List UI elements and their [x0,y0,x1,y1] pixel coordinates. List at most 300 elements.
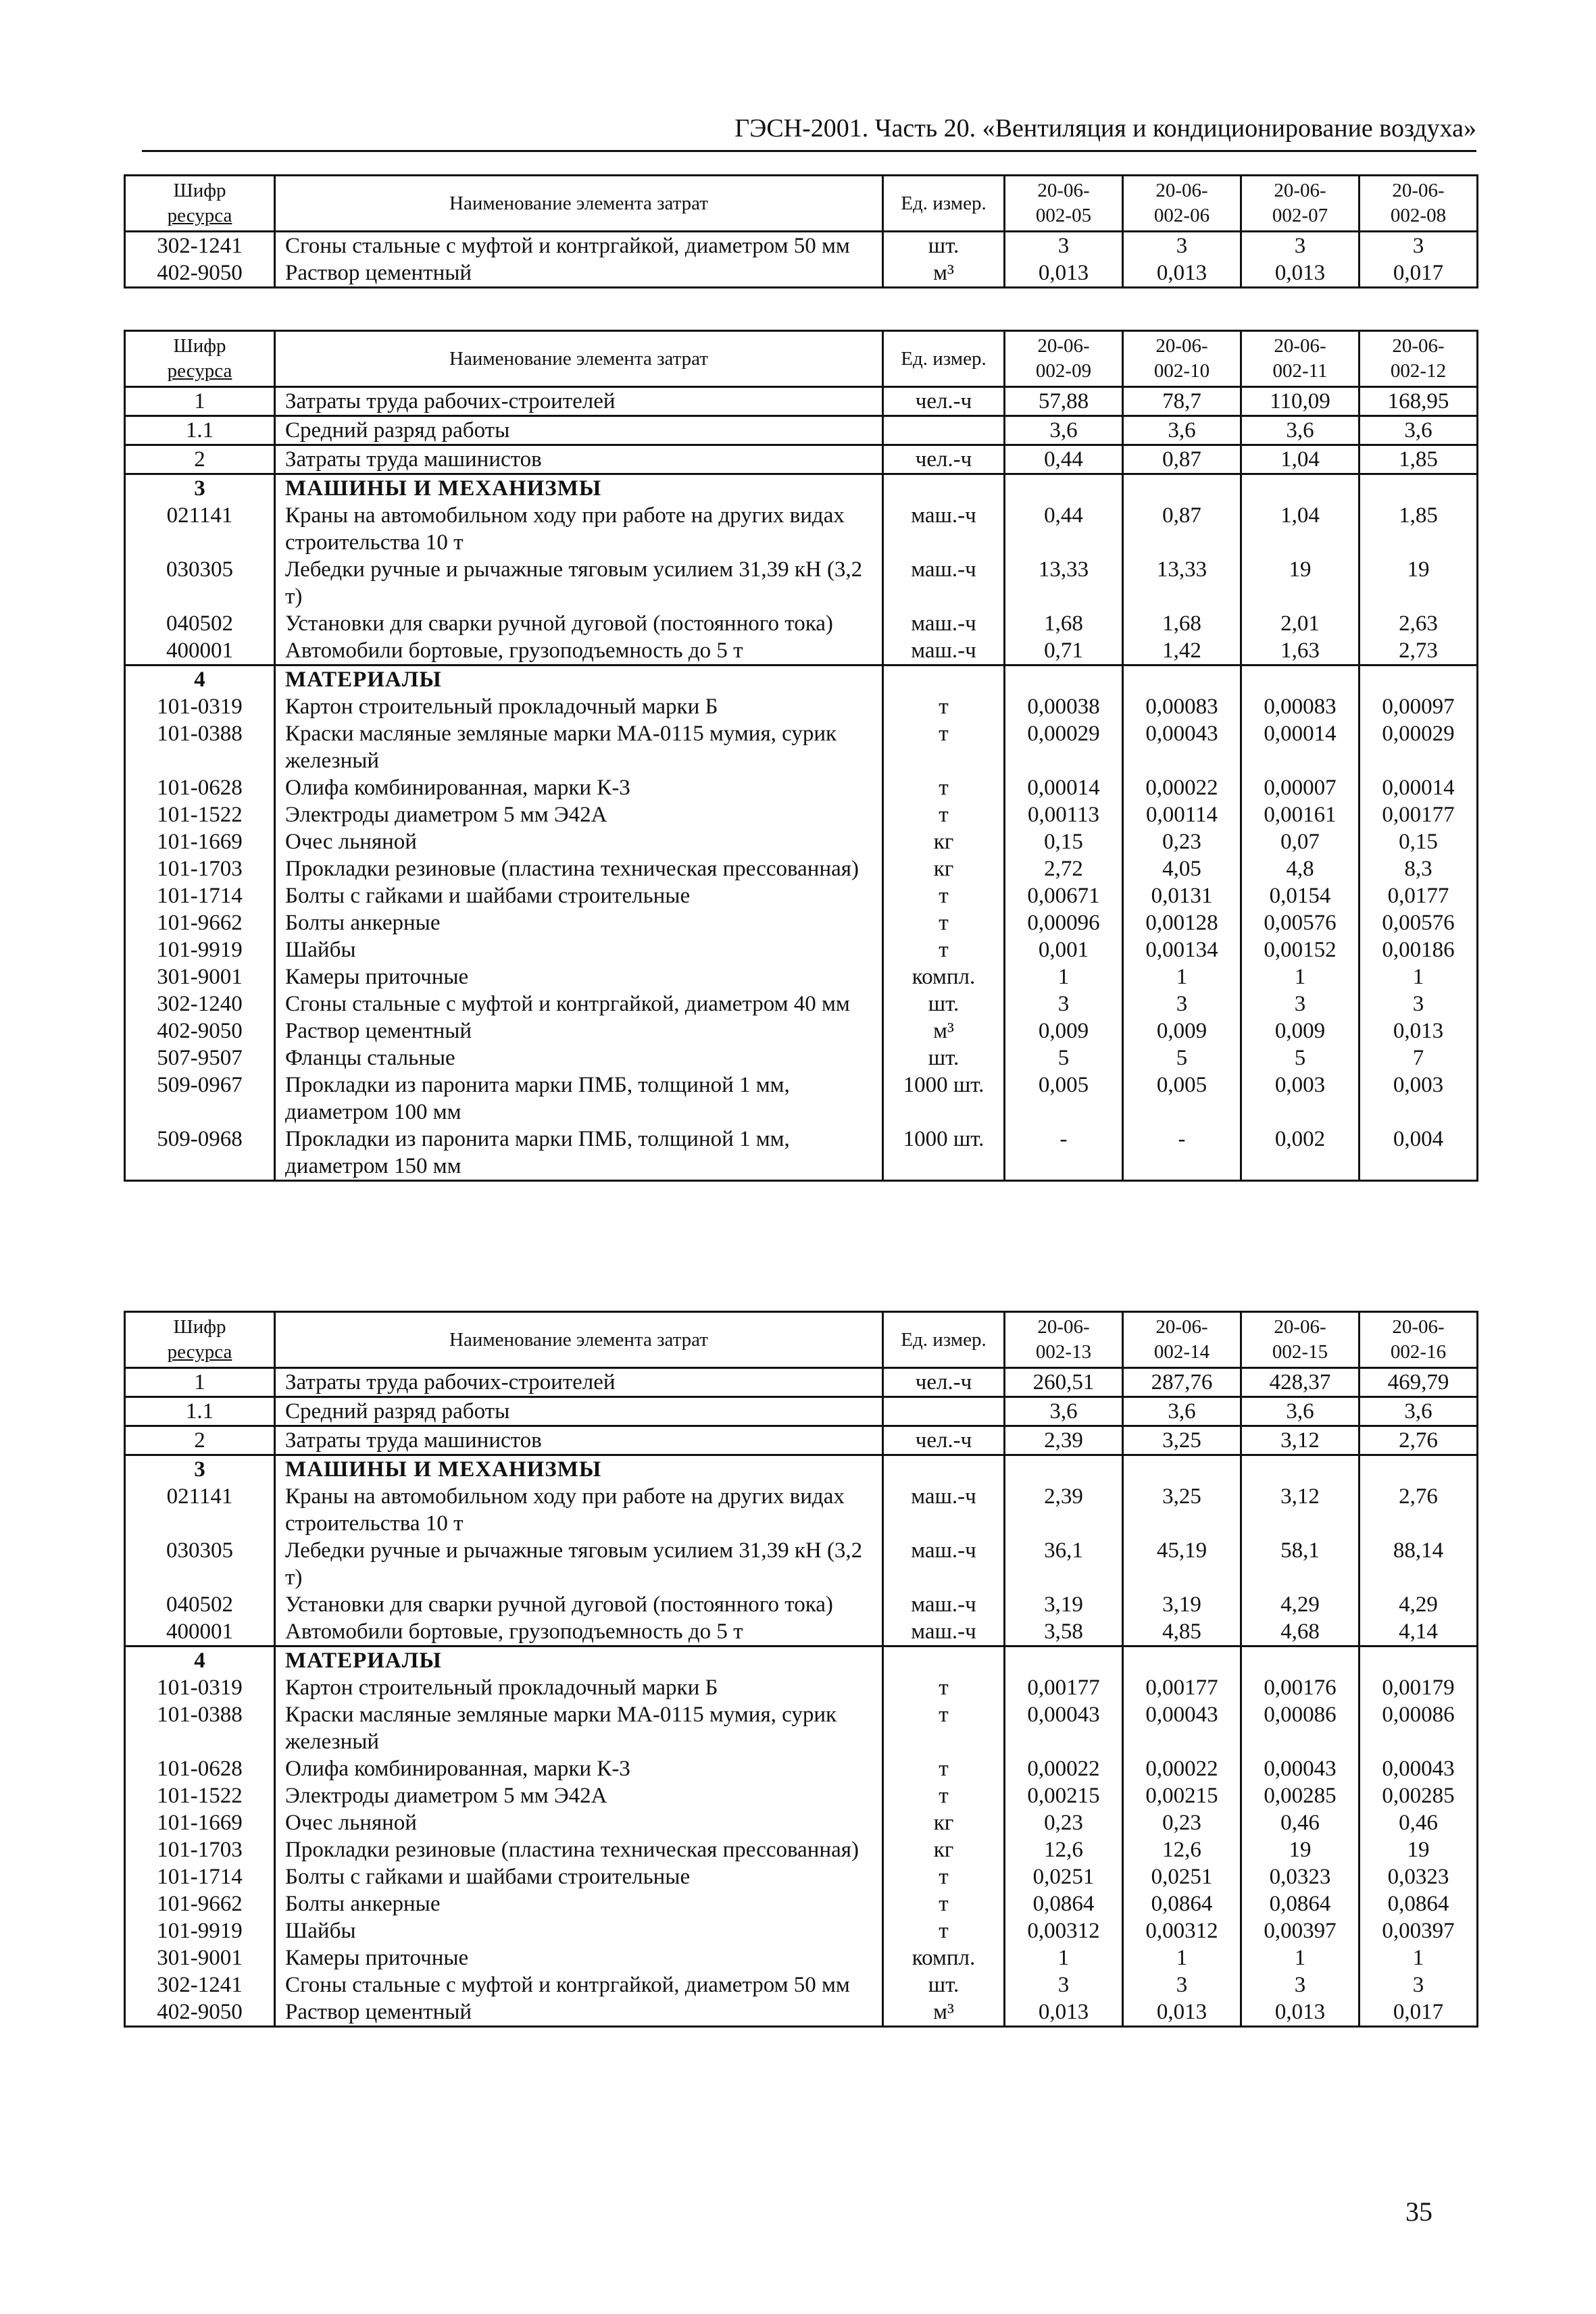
norm-value: 3,19 [1123,1591,1241,1618]
header-norm-code: 20-06- 002-05 [1005,176,1123,232]
norm-value: 0,71 [1005,637,1123,665]
table-header-row [125,176,1478,232]
norm-value: 0,23 [1123,1809,1241,1836]
norm-value: 19 [1360,1836,1478,1863]
norm-value: 0,013 [1123,1998,1241,2027]
norm-value: 110,09 [1241,387,1360,416]
norm-value: 19 [1241,556,1360,610]
table-row [125,1591,1478,1618]
norm-value: 1 [1241,963,1360,990]
header-norm-code: 20-06- 002-16 [1360,1312,1478,1368]
norm-value: 0,44 [1005,502,1123,556]
norm-value: 0,00043 [1005,1701,1123,1755]
unit-of-measure [883,416,1005,445]
norm-value: 4,85 [1123,1618,1241,1646]
table-row [125,1998,1478,2027]
unit-of-measure: кг [883,1836,1005,1863]
resource-code: 302-1241 [125,232,275,260]
norm-value [1241,474,1360,503]
unit-of-measure: маш.-ч [883,610,1005,637]
norm-value: 13,33 [1123,556,1241,610]
resource-code: 302-1240 [125,990,275,1017]
norm-value: 0,0323 [1241,1863,1360,1890]
cost-element-name: Затраты труда рабочих-строителей [275,1368,883,1397]
section-row [125,665,1478,694]
table-row [125,1890,1478,1917]
header-norm-code: 20-06- 002-07 [1241,176,1360,232]
norm-value: 0,00043 [1123,720,1241,774]
unit-of-measure: шт. [883,990,1005,1017]
resource-code: 1.1 [125,1397,275,1426]
norm-value: 0,00576 [1360,909,1478,936]
norm-value: 3,6 [1360,1397,1478,1426]
norm-value: 0,00179 [1360,1674,1478,1701]
cost-element-name: Краски масляные земляные марки МА-0115 мумия, сурик железный [275,720,883,774]
norm-value: 0,0251 [1123,1863,1241,1890]
cost-element-name: Раствор цементный [275,259,883,288]
resource-code: 040502 [125,610,275,637]
norm-value: 12,6 [1123,1836,1241,1863]
header-unit: Ед. измер. [883,1312,1005,1368]
table-row [125,1126,1478,1181]
norm-value: 3 [1005,990,1123,1017]
resource-code: 1.1 [125,416,275,445]
cost-element-name: Болты с гайками и шайбами строительные [275,882,883,909]
header-norm-code: 20-06- 002-12 [1360,331,1478,387]
norm-value: 3,6 [1241,1397,1360,1426]
unit-of-measure: 1000 шт. [883,1126,1005,1181]
norm-value: 3,12 [1241,1483,1360,1537]
norm-value: 0,0864 [1123,1890,1241,1917]
unit-of-measure [883,474,1005,503]
norm-value: 0,00043 [1123,1701,1241,1755]
norm-value: 0,15 [1360,828,1478,855]
unit-of-measure: компл. [883,963,1005,990]
table-row [125,774,1478,801]
unit-of-measure: т [883,1674,1005,1701]
table-row [125,1971,1478,1998]
norm-value: 3 [1123,232,1241,260]
header-name: Наименование элемента затрат [275,1312,883,1368]
norm-value: 13,33 [1005,556,1123,610]
norm-value: 0,00022 [1005,1755,1123,1782]
unit-of-measure: маш.-ч [883,502,1005,556]
unit-of-measure: кг [883,855,1005,882]
cost-element-name: МАШИНЫ И МЕХАНИЗМЫ [275,1455,883,1484]
resource-table-2 [124,330,1478,1182]
table-row [125,1045,1478,1072]
norm-value: 4,05 [1123,855,1241,882]
norm-value: 0,00312 [1123,1917,1241,1944]
norm-value: 0,00083 [1123,693,1241,720]
norm-value: 2,73 [1360,637,1478,665]
norm-value: 0,013 [1005,259,1123,288]
norm-value: 3 [1123,1971,1241,1998]
unit-of-measure: т [883,720,1005,774]
norm-value: 19 [1241,1836,1360,1863]
cost-element-name: Краны на автомобильном ходу при работе на других видах строительства 10 т [275,1483,883,1537]
resource-code: 021141 [125,1483,275,1537]
unit-of-measure: кг [883,1809,1005,1836]
norm-value: 0,00007 [1241,774,1360,801]
unit-of-measure: т [883,693,1005,720]
norm-value: 0,00043 [1360,1755,1478,1782]
norm-value: 0,0323 [1360,1863,1478,1890]
resource-code: 302-1241 [125,1971,275,1998]
norm-value: 0,00215 [1123,1782,1241,1809]
resource-code: 101-1669 [125,828,275,855]
unit-of-measure: т [883,1863,1005,1890]
resource-code: 4 [125,665,275,694]
norm-value: 1,85 [1360,502,1478,556]
norm-value: 0,002 [1241,1126,1360,1181]
norm-value: 1 [1123,1944,1241,1971]
resource-code: 101-0388 [125,1701,275,1755]
unit-of-measure: т [883,1890,1005,1917]
cost-element-name: Затраты труда машинистов [275,1426,883,1455]
norm-value: 0,005 [1123,1072,1241,1126]
norm-value: 0,46 [1360,1809,1478,1836]
table-body [125,1368,1478,2027]
norm-value: 469,79 [1360,1368,1478,1397]
norm-value: 0,00177 [1005,1674,1123,1701]
norm-value: 0,013 [1241,259,1360,288]
unit-of-measure: чел.-ч [883,387,1005,416]
cost-element-name: Картон строительный прокладочный марки Б [275,693,883,720]
unit-of-measure [883,1397,1005,1426]
norm-value: 3 [1241,990,1360,1017]
norm-value: 1 [1360,1944,1478,1971]
cost-element-name: Олифа комбинированная, марки К-3 [275,1755,883,1782]
norm-value: 0,00671 [1005,882,1123,909]
norm-value: 12,6 [1005,1836,1123,1863]
resource-code: 509-0967 [125,1072,275,1126]
header-norm-code: 20-06- 002-14 [1123,1312,1241,1368]
resource-code: 101-9662 [125,909,275,936]
norm-value: 0,0864 [1241,1890,1360,1917]
norm-value: 0,00029 [1360,720,1478,774]
norm-value: 0,00014 [1005,774,1123,801]
table-row [125,1755,1478,1782]
norm-value: 0,00128 [1123,909,1241,936]
header-unit: Ед. измер. [883,176,1005,232]
norm-value: 0,001 [1005,936,1123,963]
cost-element-name: Электроды диаметром 5 мм Э42А [275,801,883,828]
header-norm-code: 20-06- 002-09 [1005,331,1123,387]
norm-value: 0,00022 [1123,774,1241,801]
norm-value: 3,6 [1360,416,1478,445]
header-code: Шифр ресурса [125,331,275,387]
norm-value: 58,1 [1241,1537,1360,1591]
norm-value: 3 [1360,990,1478,1017]
norm-value: 0,00397 [1360,1917,1478,1944]
norm-value: 2,72 [1005,855,1123,882]
resource-code: 402-9050 [125,259,275,288]
header-norm-code: 20-06- 002-06 [1123,176,1241,232]
resource-code: 101-0628 [125,774,275,801]
unit-of-measure: компл. [883,1944,1005,1971]
norm-value [1241,1646,1360,1675]
cost-element-name: Олифа комбинированная, марки К-3 [275,774,883,801]
resource-code: 1 [125,1368,275,1397]
unit-of-measure: т [883,909,1005,936]
norm-value [1123,1646,1241,1675]
resource-code: 301-9001 [125,963,275,990]
norm-value: 0,23 [1123,828,1241,855]
header-code: Шифр ресурса [125,1312,275,1368]
norm-value: 0,00177 [1360,801,1478,828]
table-row [125,1944,1478,1971]
table-row [125,1863,1478,1890]
table-row [125,909,1478,936]
resource-code: 101-1703 [125,1836,275,1863]
unit-of-measure: 1000 шт. [883,1072,1005,1126]
unit-of-measure [883,1455,1005,1484]
resource-code: 101-0388 [125,720,275,774]
table-row [125,1017,1478,1045]
norm-value: 3 [1360,1971,1478,1998]
unit-of-measure: т [883,774,1005,801]
resource-code: 1 [125,387,275,416]
header-norm-code: 20-06- 002-11 [1241,331,1360,387]
norm-value: 0,003 [1241,1072,1360,1126]
norm-value: 0,00285 [1360,1782,1478,1809]
table-row [125,693,1478,720]
resource-code: 101-9662 [125,1890,275,1917]
norm-value: 0,003 [1360,1072,1478,1126]
norm-value: 3,12 [1241,1426,1360,1455]
table-row [125,1072,1478,1126]
norm-value: 0,00083 [1241,693,1360,720]
unit-of-measure: т [883,882,1005,909]
norm-value: 0,0177 [1360,882,1478,909]
norm-value: 0,009 [1241,1017,1360,1045]
resource-code: 101-9919 [125,1917,275,1944]
resource-code: 402-9050 [125,1998,275,2027]
norm-value: 0,00113 [1005,801,1123,828]
unit-of-measure [883,1646,1005,1675]
norm-value: 3,6 [1005,1397,1123,1426]
norm-value: 0,013 [1360,1017,1478,1045]
norm-value: 1 [1005,963,1123,990]
unit-of-measure: маш.-ч [883,637,1005,665]
resource-code: 402-9050 [125,1017,275,1045]
table-row [125,936,1478,963]
norm-value: 1 [1360,963,1478,990]
table-row [125,556,1478,610]
norm-value: 0,00038 [1005,693,1123,720]
cost-element-name: Краны на автомобильном ходу при работе на других видах строительства 10 т [275,502,883,556]
header-name: Наименование элемента затрат [275,176,883,232]
norm-value: 0,00029 [1005,720,1123,774]
cost-element-name: Раствор цементный [275,1998,883,2027]
resource-code: 4 [125,1646,275,1675]
cost-element-name: Болты анкерные [275,1890,883,1917]
header-norm-code: 20-06- 002-08 [1360,176,1478,232]
resource-table-3 [124,1311,1478,2028]
norm-value: - [1005,1126,1123,1181]
resource-code: 101-1714 [125,1863,275,1890]
norm-value: 1 [1241,1944,1360,1971]
norm-value: 0,00086 [1360,1701,1478,1755]
norm-value: 1,42 [1123,637,1241,665]
resource-code: 101-0628 [125,1755,275,1782]
cost-element-name: Установки для сварки ручной дуговой (постоянного тока) [275,1591,883,1618]
norm-value [1123,1455,1241,1484]
cost-element-name: МАТЕРИАЛЫ [275,665,883,694]
header-unit: Ед. измер. [883,331,1005,387]
norm-value: 1,85 [1360,445,1478,474]
unit-of-measure: чел.-ч [883,445,1005,474]
norm-value: 0,00043 [1241,1755,1360,1782]
resource-code: 3 [125,1455,275,1484]
unit-of-measure: шт. [883,232,1005,260]
norm-value: 0,0154 [1241,882,1360,909]
norm-value: 57,88 [1005,387,1123,416]
table-row [125,1701,1478,1755]
norm-value: 3,58 [1005,1618,1123,1646]
table-row [125,502,1478,556]
norm-value: 3,6 [1005,416,1123,445]
header-code: Шифр ресурса [125,176,275,232]
resource-code: 400001 [125,637,275,665]
resource-code: 3 [125,474,275,503]
header-name: Наименование элемента затрат [275,331,883,387]
cost-element-name: Прокладки резиновые (пластина техническая прессованная) [275,855,883,882]
table-body [125,232,1478,288]
norm-value: 3,25 [1123,1426,1241,1455]
resource-code: 400001 [125,1618,275,1646]
resource-code: 301-9001 [125,1944,275,1971]
cost-element-name: Камеры приточные [275,1944,883,1971]
norm-value: 0,00161 [1241,801,1360,828]
norm-value [1123,665,1241,694]
cost-element-name: Прокладки из паронита марки ПМБ, толщиной 1 мм, диаметром 150 мм [275,1126,883,1181]
cost-element-name: Краски масляные земляные марки МА-0115 мумия, сурик железный [275,1701,883,1755]
norm-value: 3 [1241,232,1360,260]
resource-code: 030305 [125,556,275,610]
resource-table-1 [124,174,1478,288]
norm-value: 0,00097 [1360,693,1478,720]
norm-value: 78,7 [1123,387,1241,416]
unit-of-measure: маш.-ч [883,1483,1005,1537]
unit-of-measure: маш.-ч [883,1618,1005,1646]
unit-of-measure: т [883,1917,1005,1944]
unit-of-measure: т [883,1755,1005,1782]
norm-value: 3,6 [1241,416,1360,445]
norm-value: 19 [1360,556,1478,610]
unit-of-measure: т [883,1701,1005,1755]
norm-value: 3 [1360,232,1478,260]
cost-element-name: МАТЕРИАЛЫ [275,1646,883,1675]
table-row [125,610,1478,637]
cost-element-name: Очес льняной [275,1809,883,1836]
norm-value: 0,00014 [1360,774,1478,801]
cost-element-name: Болты с гайками и шайбами строительные [275,1863,883,1890]
norm-value: 0,017 [1360,259,1478,288]
unit-of-measure: шт. [883,1045,1005,1072]
table-row [125,1368,1478,1397]
page-number: 35 [1405,2196,1432,2227]
resource-code: 2 [125,445,275,474]
norm-value [1123,474,1241,503]
cost-element-name: Прокладки резиновые (пластина техническая прессованная) [275,1836,883,1863]
norm-value [1005,474,1123,503]
resource-code: 101-1522 [125,1782,275,1809]
unit-of-measure: чел.-ч [883,1426,1005,1455]
table-row [125,445,1478,474]
norm-value: 0,07 [1241,828,1360,855]
norm-value: 4,68 [1241,1618,1360,1646]
header-norm-code: 20-06- 002-10 [1123,331,1241,387]
norm-value: 3,6 [1123,1397,1241,1426]
norm-value: 0,00177 [1123,1674,1241,1701]
unit-of-measure: т [883,936,1005,963]
norm-value: 45,19 [1123,1537,1241,1591]
norm-value: 4,8 [1241,855,1360,882]
norm-value: 3 [1005,1971,1123,1998]
table-row [125,232,1478,260]
norm-value: 0,0864 [1005,1890,1123,1917]
norm-value: 0,00096 [1005,909,1123,936]
norm-value: 0,005 [1005,1072,1123,1126]
norm-value: 0,00152 [1241,936,1360,963]
cost-element-name: Автомобили бортовые, грузоподъемность до 5 т [275,1618,883,1646]
table-row [125,801,1478,828]
resource-code: 021141 [125,502,275,556]
resource-code: 101-0319 [125,693,275,720]
table-row [125,1537,1478,1591]
cost-element-name: Прокладки из паронита марки ПМБ, толщиной 1 мм, диаметром 100 мм [275,1072,883,1126]
resource-code: 101-9919 [125,936,275,963]
resource-code: 101-1669 [125,1809,275,1836]
document-title: ГЭСН-2001. Часть 20. «Вентиляция и кондиционирование воздуха» [734,114,1476,143]
norm-value [1241,665,1360,694]
unit-of-measure: т [883,1782,1005,1809]
norm-value: 3,25 [1123,1483,1241,1537]
unit-of-measure: шт. [883,1971,1005,1998]
norm-value: 0,017 [1360,1998,1478,2027]
norm-value: 0,00134 [1123,936,1241,963]
norm-value: 0,00215 [1005,1782,1123,1809]
table-row [125,1836,1478,1863]
resource-code: 509-0968 [125,1126,275,1181]
norm-value: 2,39 [1005,1483,1123,1537]
cost-element-name: Очес льняной [275,828,883,855]
norm-value [1360,1646,1478,1675]
unit-of-measure: кг [883,828,1005,855]
norm-value: 0,00014 [1241,720,1360,774]
table-row [125,387,1478,416]
norm-value: 260,51 [1005,1368,1123,1397]
norm-value: 0,0131 [1123,882,1241,909]
table-row [125,637,1478,665]
cost-element-name: Раствор цементный [275,1017,883,1045]
unit-of-measure: м³ [883,259,1005,288]
unit-of-measure: т [883,801,1005,828]
resource-code: 101-1714 [125,882,275,909]
norm-value: 0,00312 [1005,1917,1123,1944]
table-row [125,1618,1478,1646]
norm-value: 0,23 [1005,1809,1123,1836]
table-row [125,882,1478,909]
norm-value: 0,0864 [1360,1890,1478,1917]
table-row [125,828,1478,855]
norm-value: 4,29 [1241,1591,1360,1618]
table-row [125,1782,1478,1809]
norm-value: 0,00114 [1123,801,1241,828]
unit-of-measure [883,665,1005,694]
